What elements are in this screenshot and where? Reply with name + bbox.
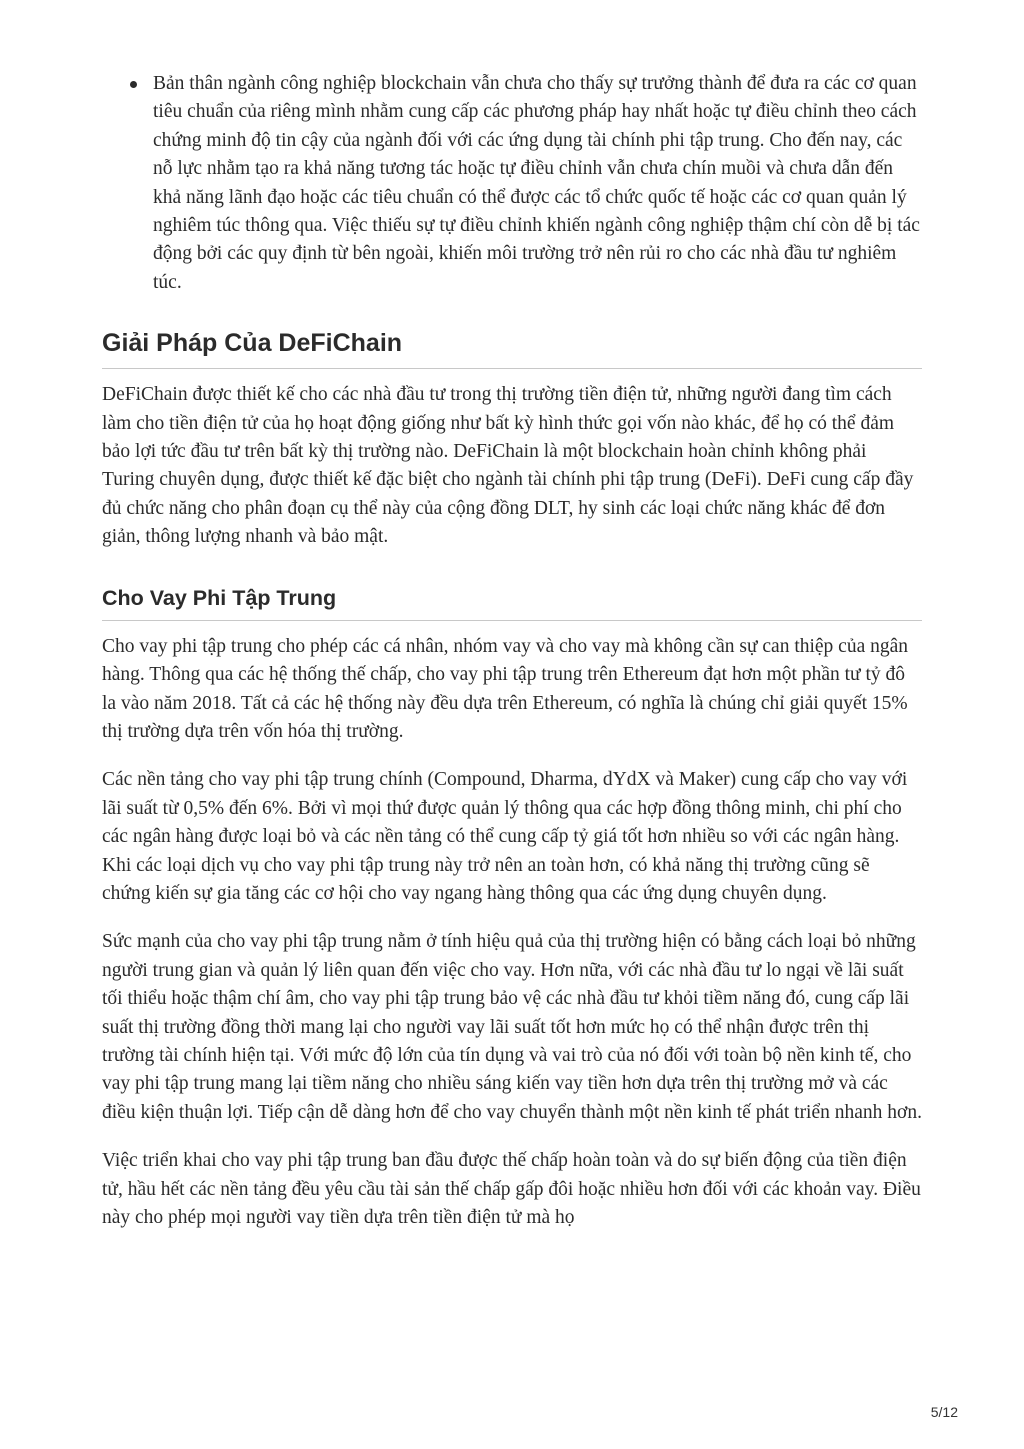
paragraph: Các nền tảng cho vay phi tập trung chính (Compound, Dharma, dYdX và Maker) cung cấp cho vay với lãi suất từ 0,5% đến 6%. Bởi vì mọi thứ được quản lý thông qua các hợp đồng thông minh, chi phí cho các ngân hàng được loại bỏ và các nền tảng có thể cung cấp tỷ giá tốt hơn nhiều so với các ngân hàng. Khi các loại dịch vụ cho vay phi tập trung này trở nên an toàn hơn, có khả năng thị trường cũng sẽ chứng kiến sự gia tăng các cơ hội cho vay ngang hàng thông qua các ứng dụng chuyên dụng. <box>102 769 908 904</box>
paragraph: Sức mạnh của cho vay phi tập trung nằm ở tính hiệu quả của thị trường hiện có bằng cách loại bỏ những người trung gian và quản lý liên quan đến việc cho vay. Hơn nữa, với các nhà đầu tư lo ngại về lãi suất tối thiểu hoặc thậm chí âm, cho vay phi tập trung bảo vệ các nhà đầu tư khỏi tiềm năng đó, cung cấp lãi suất thị trường đồng thời mang lại cho người vay lãi suất tốt hơn mức họ có thể nhận được trên thị trường tài chính hiện tại. Với mức độ lớn của tín dụng và vai trò của nó đối với toàn bộ nền kinh tế, cho vay phi tập trung mang lại tiềm năng cho nhiều sáng kiến vay tiền hơn dựa trên thị trường mở và các điều kiện thuận lợi. Tiếp cận dễ dàng hơn để cho vay chuyển thành một nền kinh tế phát triển nhanh hơn. <box>102 931 922 1123</box>
page-number: 5/12 <box>930 1404 958 1420</box>
section-heading-defichain-solution: Giải Pháp Của DeFiChain <box>102 311 922 369</box>
bullet-dot-icon <box>130 81 137 88</box>
bullet-item <box>102 70 922 297</box>
paragraph: DeFiChain được thiết kế cho các nhà đầu tư trong thị trường tiền điện tử, những người đang tìm cách làm cho tiền điện tử của họ hoạt động giống như bất kỳ hình thức gọi vốn nào khác, để họ có thể đảm bảo lợi tức đầu tư trên bất kỳ thị trường nào. DeFiChain là một blockchain hoàn chỉnh không phải Turing chuyên dụng, được thiết kế đặc biệt cho ngành tài chính phi tập trung (DeFi). DeFi cung cấp đầy đủ chức năng cho phân đoạn cụ thể này của cộng đồng DLT, hy sinh các loại chức năng khác để đơn giản, thông lượng nhanh và bảo mật. <box>102 384 914 548</box>
paragraph: Việc triển khai cho vay phi tập trung ban đầu được thế chấp hoàn toàn và do sự biến động của tiền điện tử, hầu hết các nền tảng đều yêu cầu tài sản thế chấp gấp đôi hoặc nhiều hơn đối với các khoản vay. Điều này cho phép mọi người vay tiền dựa trên tiền điện tử mà họ <box>102 1150 921 1228</box>
paragraph: Cho vay phi tập trung cho phép các cá nhân, nhóm vay và cho vay mà không cần sự can thiệp của ngân hàng. Thông qua các hệ thống thế chấp, cho vay phi tập trung trên Ethereum đạt hơn một phần tư tỷ đô la vào năm 2018. Tất cả các hệ thống này đều dựa trên Ethereum, có nghĩa là chúng chỉ giải quyết 15% thị trường dựa trên vốn hóa thị trường. <box>102 635 909 742</box>
bullet-list <box>102 70 922 297</box>
bullet-text: Bản thân ngành công nghiệp blockchain vẫn chưa cho thấy sự trưởng thành để đưa ra các cơ quan tiêu chuẩn của riêng mình nhằm cung cấp các phương pháp hay nhất hoặc tự điều chỉnh theo cách chứng minh độ tin cậy của ngành đối với các ứng dụng tài chính phi tập trung. Cho đến nay, các nỗ lực nhằm tạo ra khả năng tương tác hoặc tự điều chỉnh vẫn chưa chín muồi và chưa dẫn đến khả năng lãnh đạo hoặc các tiêu chuẩn có thể được các tổ chức quốc tế hoặc các cơ quan quản lý nghiêm túc thông qua. Việc thiếu sự tự điều chỉnh khiến ngành công nghiệp thậm chí còn dễ bị tác động bởi các quy định từ bên ngoài, khiến môi trường trở nên rủi ro cho các nhà đầu tư nghiêm túc. <box>153 73 920 293</box>
document-page <box>102 70 922 1252</box>
section-heading-decentralized-lending: Cho Vay Phi Tập Trung <box>102 572 922 621</box>
